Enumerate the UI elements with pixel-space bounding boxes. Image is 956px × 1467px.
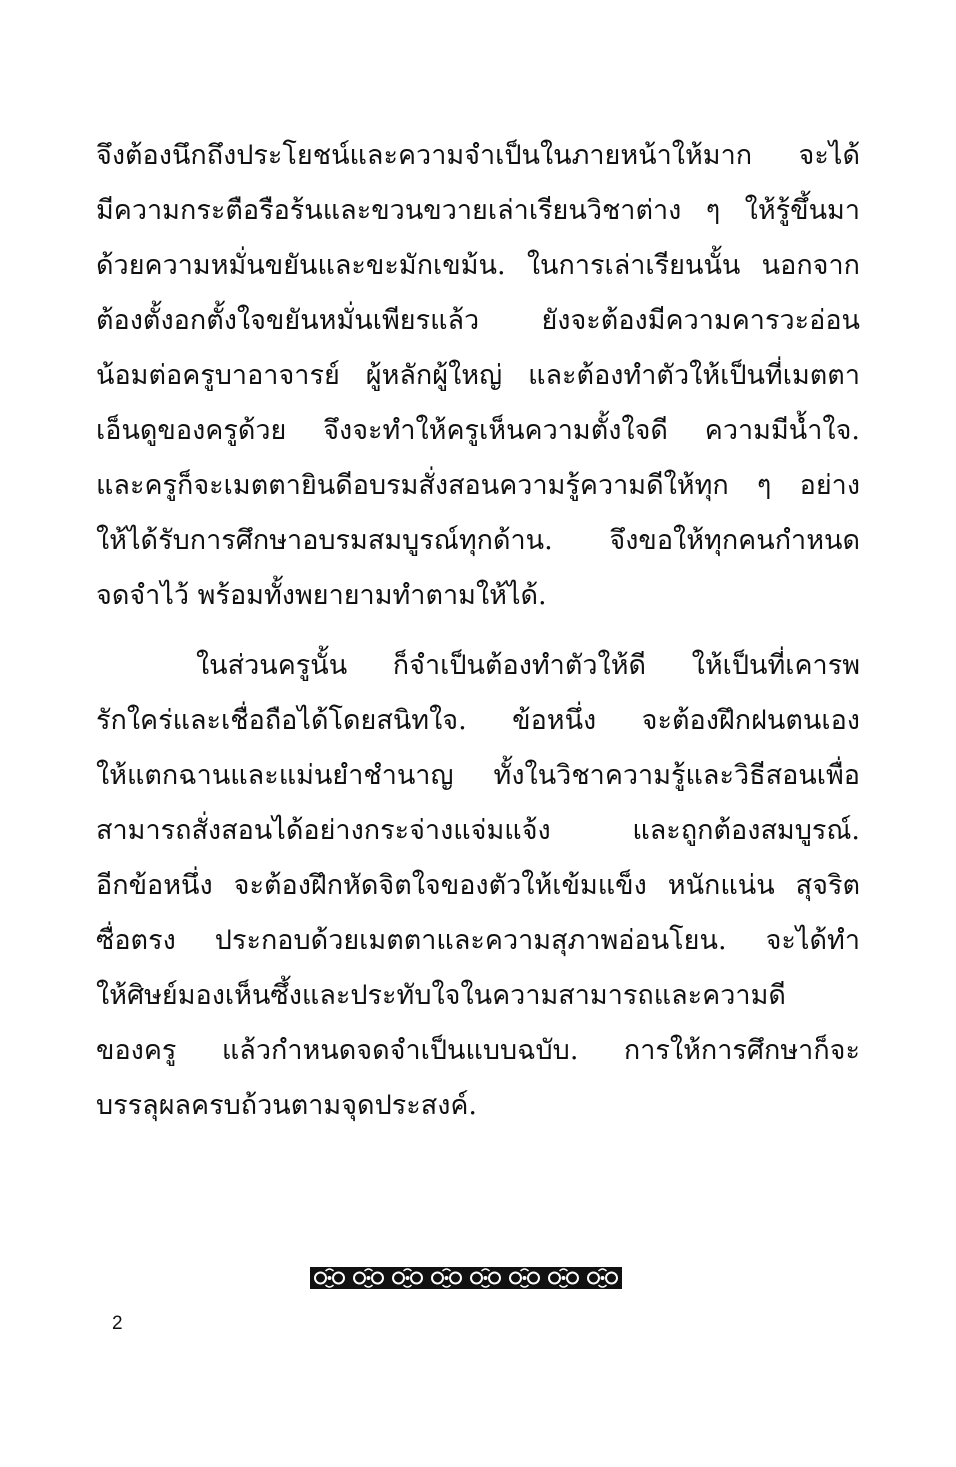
paragraph-2-line-5: อีกข้อหนึ่ง จะต้องฝึกหัดจิตใจของตัวให้เข้มแข็ง หนักแน่น สุจริต [96, 870, 860, 901]
paragraph-1-line-5: น้อมต่อครูบาอาจารย์ ผู้หลักผู้ใหญ่ และต้องทำตัวให้เป็นที่เมตตา [96, 360, 860, 391]
paragraph-1-line-3: ด้วยความหมั่นขยันและขะมักเขม้น. ในการเล่าเรียนนั้น นอกจาก [96, 250, 860, 281]
thai-floral-divider-icon [310, 1267, 622, 1289]
paragraph-1 [96, 128, 860, 623]
paragraph-1-line-1: จึงต้องนึกถึงประโยชน์และความจำเป็นในภายหน้าให้มาก จะได้ [96, 140, 860, 171]
paragraph-1-line-9: จดจำไว้ พร้อมทั้งพยายามทำตามให้ได้. [96, 580, 547, 611]
paragraph-2-line-6: ซื่อตรง ประกอบด้วยเมตตาและความสุภาพอ่อนโยน. จะได้ทำ [96, 925, 860, 956]
paragraph-1-line-2: มีความกระตือรือร้นและขวนขวายเล่าเรียนวิชาต่าง ๆ ให้รู้ขึ้นมา [96, 195, 860, 226]
ornament-svg [310, 1267, 622, 1289]
page-number: 2 [112, 1313, 123, 1334]
paragraph-1-line-4: ต้องตั้งอกตั้งใจขยันหมั่นเพียรแล้ว ยังจะต้องมีความคารวะอ่อน [96, 305, 860, 336]
paragraph-1-line-7: และครูก็จะเมตตายินดีอบรมสั่งสอนความรู้ความดีให้ทุก ๆ อย่าง [96, 470, 860, 501]
paragraph-2-line-8: ของครู แล้วกำหนดจดจำเป็นแบบฉบับ. การให้การศึกษาก็จะ [96, 1035, 860, 1066]
paragraph-2 [96, 638, 860, 1133]
paragraph-2-line-1: ในส่วนครูนั้น ก็จำเป็นต้องทำตัวให้ดี ให้เป็นที่เคารพ [196, 650, 860, 681]
paragraph-2-line-3: ให้แตกฉานและแม่นยำชำนาญ ทั้งในวิชาความรู้และวิธีสอนเพื่อ [96, 760, 860, 791]
paragraph-2-line-7: ให้ศิษย์มองเห็นซึ้งและประทับใจในความสามารถและความดี [96, 980, 786, 1011]
paragraph-2-line-9: บรรลุผลครบถ้วนตามจุดประสงค์. [96, 1090, 478, 1121]
paragraph-2-line-2: รักใคร่และเชื่อถือได้โดยสนิทใจ. ข้อหนึ่ง จะต้องฝึกฝนตนเอง [96, 705, 860, 736]
paragraph-2-line-4: สามารถสั่งสอนได้อย่างกระจ่างแจ่มแจ้ง และถูกต้องสมบูรณ์. [96, 815, 860, 846]
paragraph-1-line-8: ให้ได้รับการศึกษาอบรมสมบูรณ์ทุกด้าน. จึงขอให้ทุกคนกำหนด [96, 525, 860, 556]
paragraph-1-line-6: เอ็นดูของครูด้วย จึงจะทำให้ครูเห็นความตั้งใจดี ความมีน้ำใจ. [96, 415, 860, 446]
